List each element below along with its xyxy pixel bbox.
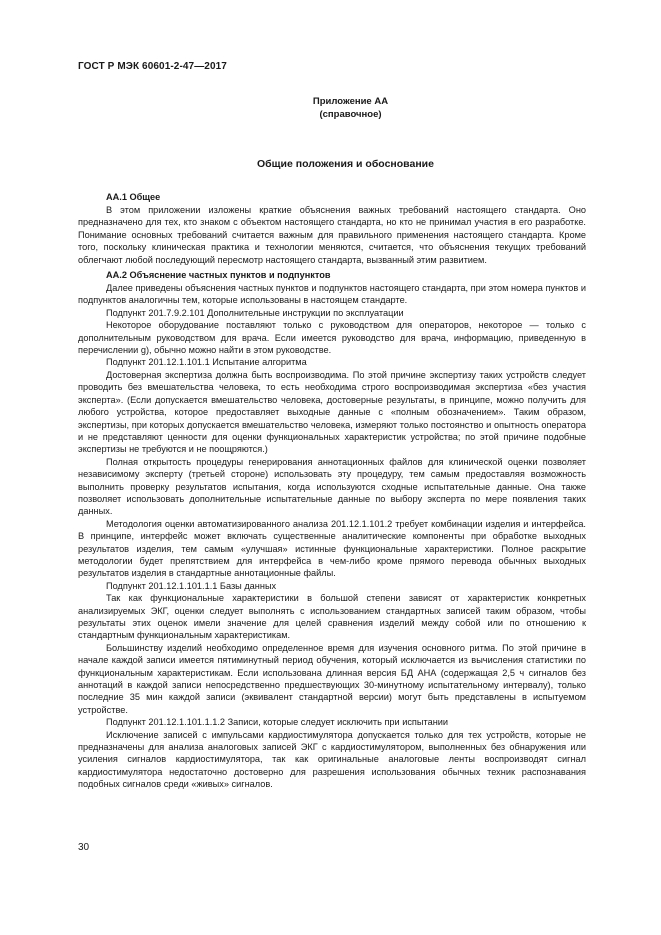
paragraph: Так как функциональные характеристики в большой степени зависят от характеристик конкретных анализируемых ЭКГ, оценки следует выполнять с использованием стандартных записей таким образом, чтобы результаты этих оценок имели значение для целей сравнения изделий между собой или по отношению к стандартным функциональным характеристикам. <box>78 593 586 641</box>
paragraph: Достоверная экспертиза должна быть воспроизводима. По этой причине экспертизу таких устройств следует проводить без вмешательства человека, то есть необходима строго воспроизводимая экспертиза «без участия эксперта». (Если допускается вмешательство человека, достоверные результаты, в принципе, можно получить для любого устройства, которое предоставляет выходные данные с «полным обозначением». Таким образом, экспертизы, при которых допускается вмешательство человека, измеряют только постоянство и опытность оператора и не представляют ценности для оценки функциональных характеристик устройства; по этой причине подобные экспертизы не требуются и не поощряются.) <box>78 369 586 455</box>
aa1-heading: АА.1 Общее <box>106 192 161 202</box>
paragraph: Исключение записей с импульсами кардиостимулятора допускается только для тех устройств, которые не предназначены для анализа аналоговых записей ЭКГ с кардиостимулятором, выполненных без обнаружения или усиления сигналов кардиостимулятора, так как оригинальные аналоговые ленты воспроизводят сигнал кардиостимулятора недостаточно достоверно для разрешения использования обычных техник распознавания подобных сигналов среди «живых» сигналов. <box>78 729 586 790</box>
annex-title: Приложение АА <box>312 96 389 107</box>
subclause-heading: Подпункт 201.7.9.2.101 Дополнительные инструкции по эксплуатации <box>106 307 404 318</box>
paragraph: Некоторое оборудование поставляют только с руководством для операторов, некоторое — только с дополнительным руководством для врача. Если имеется руководство для врача, информацию, приведенную в перечислении g), обычно можно найти в этом руководстве. <box>78 320 586 356</box>
annex-subtitle: (справочное) <box>319 109 382 120</box>
paragraph: Большинству изделий необходимо определенное время для изучения основного ритма. По этой причине в начале каждой записи имеется пятиминутный период обучения, который исключается из вычисления статистики по функциональным характеристикам. Если использована длинная версия БД АНА (содержащая 2,5 ч сигналов без аннотаций в каждой записи непосредственно предшествующих 30-минутному испытательному интервалу), только последние 35 мин каждой записи (эквивалент стандартной версии) могут быть представлены в испытуемом устройстве. <box>78 642 586 715</box>
subclause-heading: Подпункт 201.12.1.101.1.1.2 Записи, которые следует исключить при испытании <box>106 717 449 728</box>
document-body <box>78 191 586 791</box>
subclause-heading: Подпункт 201.12.1.101.1 Испытание алгоритма <box>106 357 307 368</box>
page-number: 30 <box>78 842 90 853</box>
paragraph: Методология оценки автоматизированного анализа 201.12.1.101.2 требует комбинации изделия и интерфейса. В принципе, интерфейс может включать существенные аналитические компоненты при обработке выходных результатов изделия, тем самым «улучшая» истинные функциональные характеристики. Полное раскрытие методологии будет препятствием для интерфейса в чем-либо кроме прямого перевода обычных выходных результатов изделия в стандартные аннотационные файлы. <box>78 518 586 579</box>
aa1-paragraph: В этом приложении изложены краткие объяснения важных требований настоящего стандарта. Оно предназначено для тех, кто знаком с объектом настоящего стандарта, но кто не принимал участия в его разработке. Понимание основных требований считается важным для правильного применения настоящего стандарта. Кроме того, поскольку клиническая практика и технологии меняются, считается, что объяснения текущих требований облегчают любой последующий пересмотр настоящего стандарта, вызванный этим развитием. <box>78 205 586 265</box>
aa2-intro-paragraph: Далее приведены объяснения частных пунктов и подпунктов настоящего стандарта, при этом номера пунктов и подпунктов аналогичны тем, которые использованы в настоящем стандарте. <box>78 283 586 306</box>
section-title: Общие положения и обоснование <box>257 158 434 170</box>
aa2-heading: АА.2 Объяснение частных пунктов и подпунктов <box>106 270 331 281</box>
subclause-heading: Подпункт 201.12.1.101.1.1 Базы данных <box>106 580 277 591</box>
paragraph: Полная открытость процедуры генерирования аннотационных файлов для клинической оценки позволяет независимому эксперту (третьей стороне) использовать эту процедуру, тем самым предоставляя возможность выполнить проверку результатов испытания, когда используются сходные испытательные данные. Она также позволяет использовать дополнительные испытательные данные по выбору эксперта по мере появления таких данных. <box>78 456 586 517</box>
document-header: ГОСТ Р МЭК 60601-2-47—2017 <box>78 61 227 72</box>
annex-heading <box>0 95 661 121</box>
